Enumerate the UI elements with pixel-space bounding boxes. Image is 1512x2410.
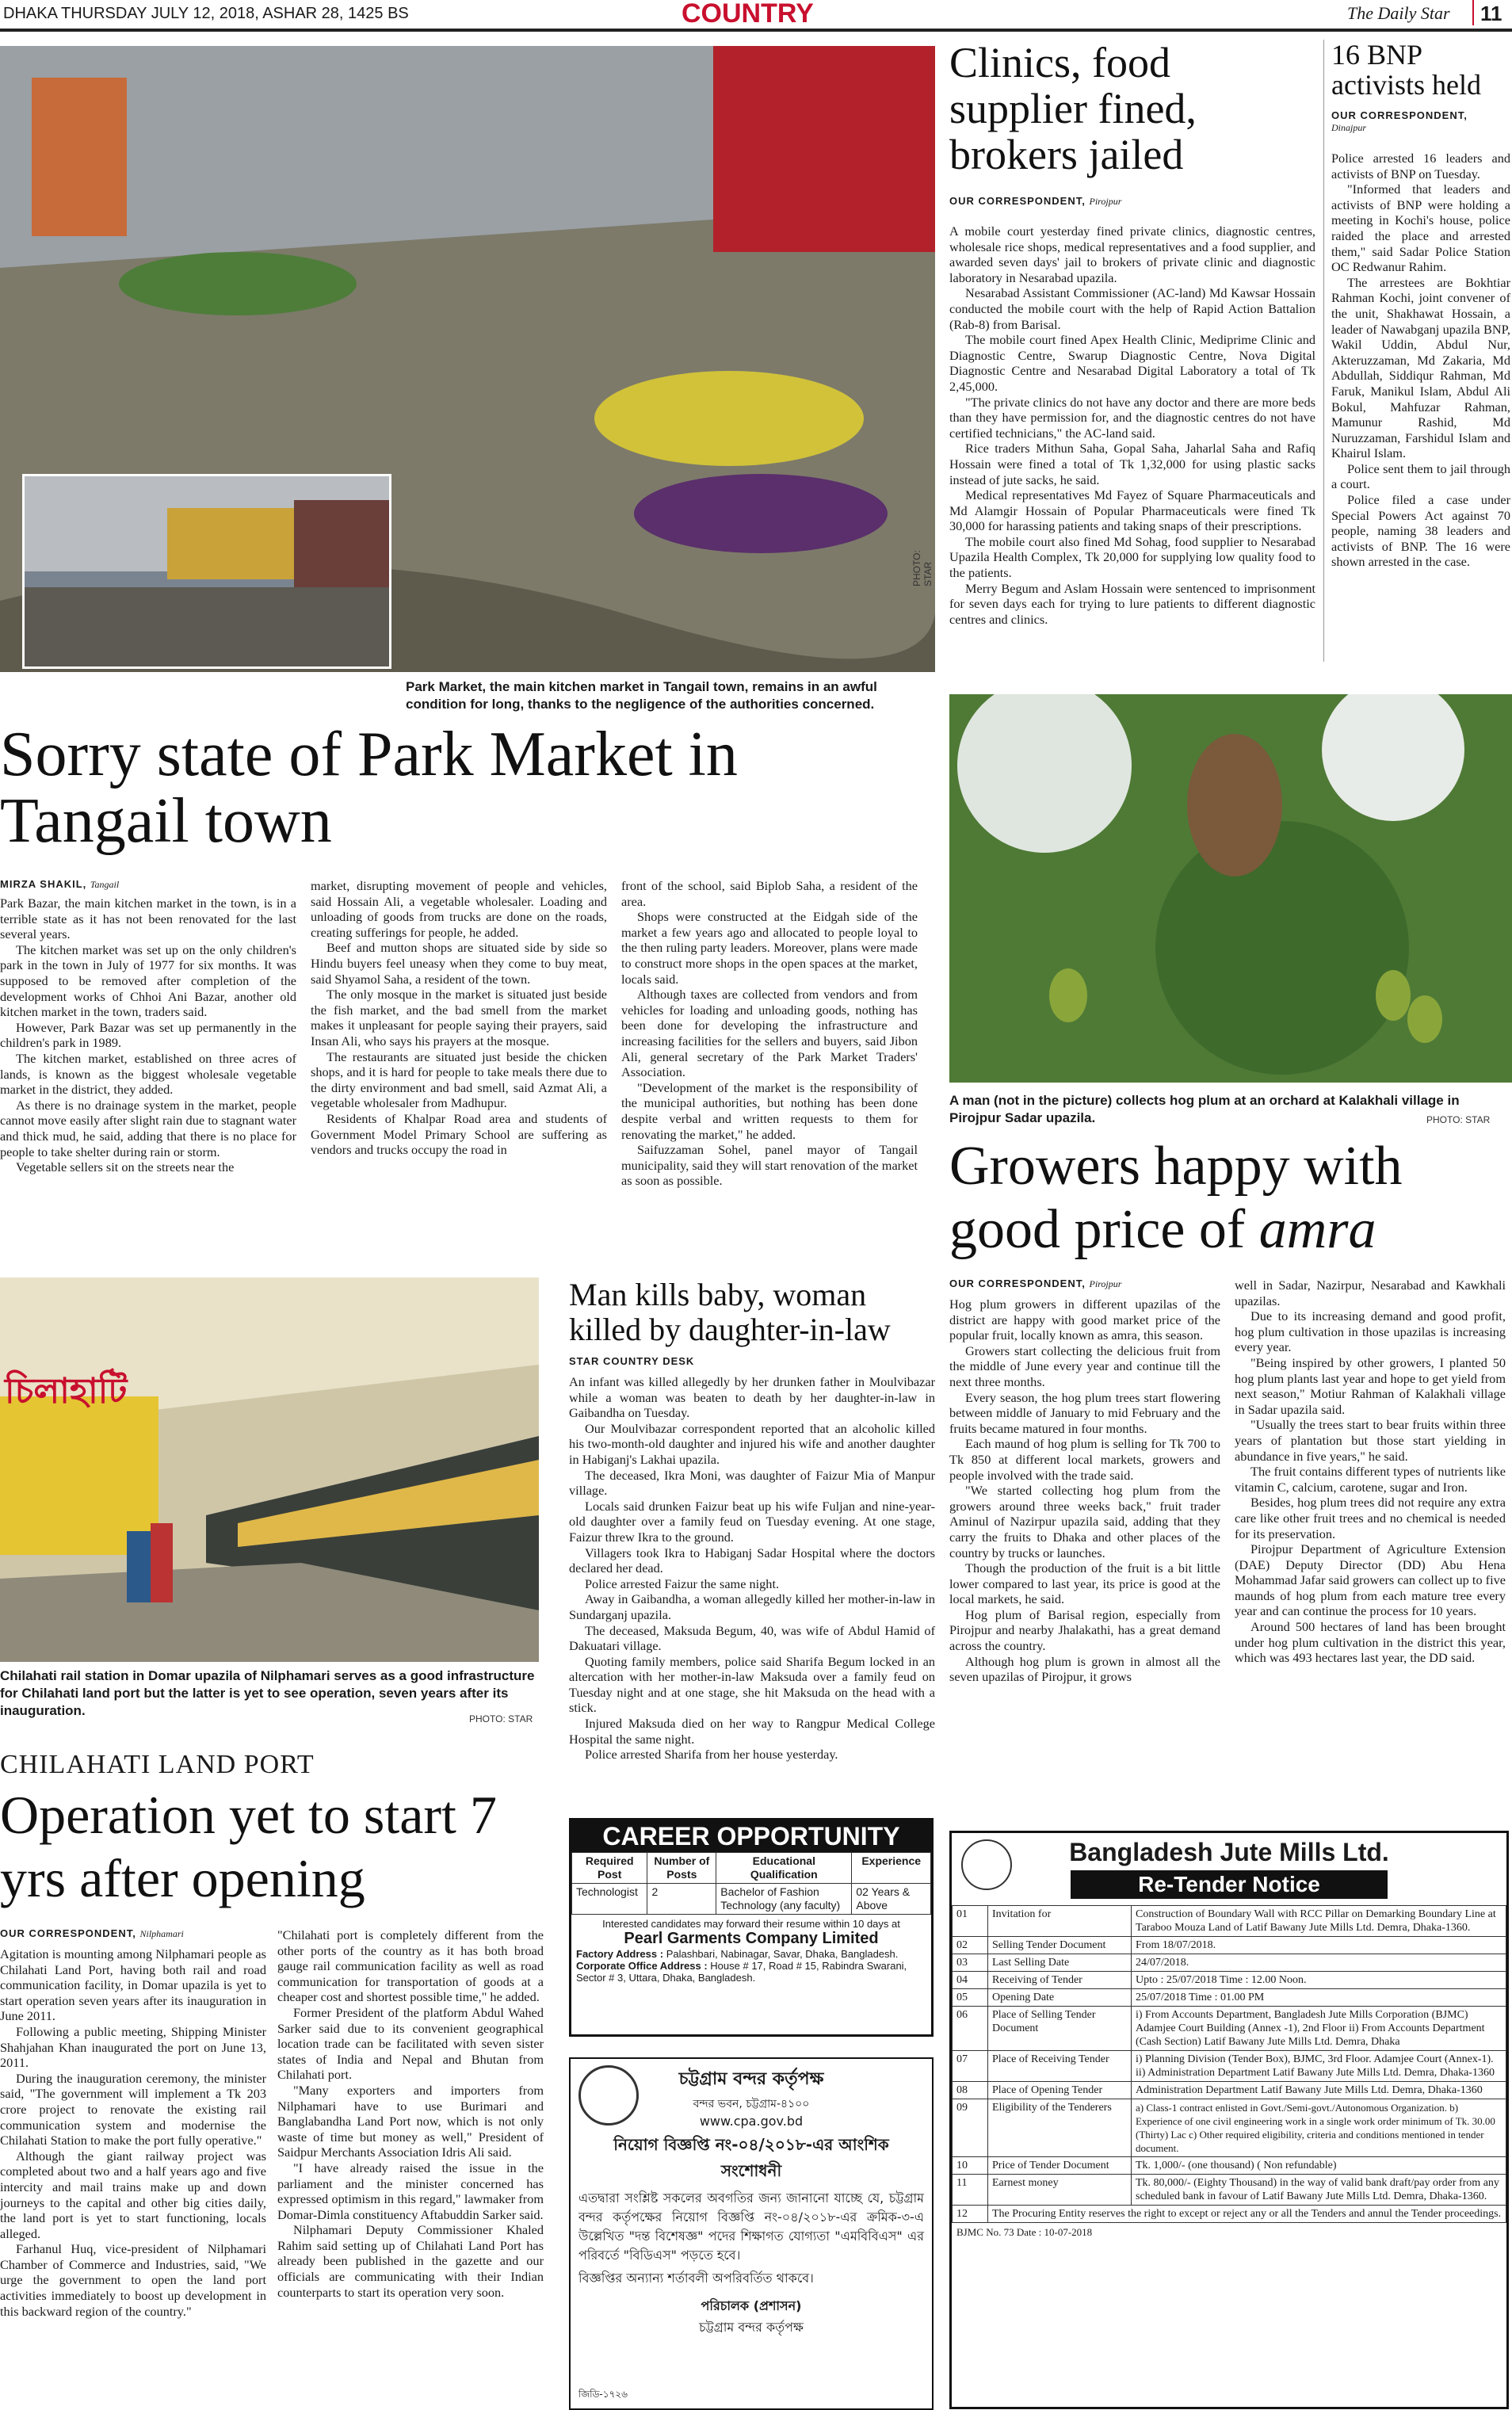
row-no: 10	[953, 2157, 988, 2175]
cell: 02 Years & Above	[852, 1884, 931, 1915]
amra-col-2	[1235, 1278, 1506, 1666]
park-headline: Sorry state of Park Market in Tangail town	[0, 720, 738, 856]
paragraph: An infant was killed allegedly by her drunken father in Moulvibazar while a woman was beaten to death by her daughter-in-law in Gaibandha on Tuesday.	[569, 1374, 935, 1421]
photo-caption: A man (not in the picture) collects hog plum at an orchard at Kalakhali village in Pirojpur Sadar upazila.	[949, 1093, 1460, 1125]
col-header: Number of Posts	[647, 1853, 716, 1884]
paragraph: front of the school, said Biplob Saha, a resident of the area.	[621, 878, 918, 909]
bnp-byline-box	[1331, 109, 1512, 134]
cell: Technologist	[572, 1884, 647, 1915]
bnp-headline: 16 BNP activists held	[1331, 39, 1481, 101]
paragraph: Besides, hog plum trees did not require any extra care like other fruit trees and no chemical is needed for its preservation.	[1235, 1495, 1506, 1541]
photo-caption: Park Market, the main kitchen market in Tangail town, remains in an awful condition for long, thanks to the negligence of the authorities concerned.	[406, 679, 877, 712]
hogplum-photo-art	[949, 694, 1512, 1083]
jute-subtitle: Re-Tender Notice	[1071, 1870, 1388, 1899]
cpa-address: বন্দর ভবন, চট্টগ্রাম-৪১০০	[693, 2098, 810, 2110]
paragraph: Locals said drunken Faizur beat up his wife Fuljan and nine-year-old daughter over a family feud on Tuesday evening. At one stage, Faizur threw Ikra to the ground.	[569, 1498, 935, 1545]
paragraph: Agitation is mounting among Nilphamari people as Chilahati Land Port, having both rail and road communication facility, in Domar upazila is yet to start operation seven years after its inauguration in June 2011.	[0, 1946, 266, 2024]
row-value: i) Planning Division (Tender Box), BJMC, 3rd Floor. Adamjee Court (Annex-1). ii) Administration Department Latif Bawany Jute Mills Ltd. Demra, Dhaka-1360	[1132, 2051, 1506, 2082]
row-value: Tk. 80,000/- (Eighty Thousand) in the way of valid bank draft/pay order from any scheduled bank in favour of Latif Bawany Jute Mills Ltd. Demra, Dhaka-1360.	[1132, 2175, 1506, 2206]
paragraph: The mobile court fined Apex Health Clinic, Mediprime Clinic and Diagnostic Centre, Swarup Diagnostic Centre, Nova Digital Diagnostic Centre and Nesarabad Digital Laboratory a total of Tk 2,45,000.	[949, 332, 1315, 394]
table-row	[953, 1954, 1506, 1972]
byline-place: Dinajpur	[1331, 122, 1367, 133]
cpa-emblem-icon	[578, 2065, 639, 2125]
row-no: 04	[953, 1972, 988, 1989]
paragraph: Park Bazar, the main kitchen market in the town, is in a terrible state as it has not been renovated for the last several years.	[0, 896, 296, 942]
row-value: Tk. 1,000/- (one thousand) ( Non refundable)	[1132, 2157, 1506, 2175]
row-value: 25/07/2018 Time : 01.00 PM	[1132, 1989, 1506, 2007]
paragraph: Due to its increasing demand and good profit, hog plum cultivation in those upazilas is increasing every year.	[1235, 1308, 1506, 1355]
row-no: 12	[953, 2206, 988, 2223]
paragraph: However, Park Bazar was set up permanently in the children's park in 1989.	[0, 1019, 296, 1051]
row-label: Invitation for	[988, 1906, 1132, 1937]
paragraph: The fruit contains different types of nutrients like vitamin C, calcium, carotene, sugar and Iron.	[1235, 1464, 1506, 1495]
row-no: 07	[953, 2051, 988, 2082]
paragraph: Hog plum of Barisal region, especially from Pirojpur and nearby Jhalakathi, has a great demand across the country.	[949, 1606, 1220, 1654]
row-label: Receiving of Tender	[988, 1972, 1132, 1989]
row-label: Place of Opening Tender	[988, 2082, 1132, 2099]
park-byline-box	[0, 878, 301, 896]
cpa-ad	[569, 2057, 934, 2410]
jute-title: Bangladesh Jute Mills Ltd.	[1069, 1838, 1389, 1866]
byline-place: Pirojpur	[1089, 196, 1122, 207]
cell: 2	[647, 1884, 716, 1915]
paragraph: Although taxes are collected from vendors and from vehicles for loading and unloading goods, nothing has been done for developing the infrastructure and increasing facilities for the sellers and buyers, said Jibon Ali, general secretary of the Park Market Traders' Association.	[621, 987, 918, 1080]
row-value: Construction of Boundary Wall with RCC Pillar on Demarking Boundary Line at Taraboo Mouza Land of Latif Bawany Jute Mills Ltd. Demra, Dhaka-1360.	[1132, 1906, 1506, 1937]
headline-text: Growers happy with good price of	[949, 1136, 1403, 1260]
park-col-2	[311, 878, 607, 1158]
row-label: The Procuring Entity reserves the right to except or reject any or all the Tenders and annul the Tender proceedings.	[988, 2206, 1506, 2223]
rail-col-1	[0, 1946, 266, 2319]
paragraph: market, disrupting movement of people and vehicles, said Hossain Ali, a vegetable wholesaler. Loading and unloading of goods from trucks are done on the roads, creating sufferings for people, he added.	[311, 878, 607, 940]
paragraph: The kitchen market, established on three acres of lands, is known as the biggest wholesale vegetable market in the district, they added.	[0, 1050, 296, 1098]
paragraph: Growers start collecting the delicious fruit from the middle of June every year and continue till the next three months.	[949, 1342, 1220, 1389]
paragraph: Nesarabad Assistant Commissioner (AC-land) Md Kawsar Hossain conducted the mobile court with the help of Rapid Action Battalion (Rab-8) from Barisal.	[949, 285, 1315, 332]
table-row	[953, 2007, 1506, 2051]
paragraph: Although hog plum is grown in almost all the seven upazilas of Pirojpur, it grows	[949, 1653, 1220, 1685]
byline: OUR CORRESPONDENT,	[949, 195, 1086, 207]
paragraph: "We started collecting hog plum from the growers around three weeks back," fruit trader Aminul of Nazirpur upazila said, adding that they carry the fruits to Dhaka and other places of the country by trucks or launches.	[949, 1483, 1220, 1560]
divider	[1472, 0, 1474, 25]
byline-place: Nilphamari	[139, 1928, 184, 1939]
bjmc-emblem-icon	[961, 1839, 1012, 1890]
rail-photo-art	[0, 1278, 539, 1662]
photo-credit: PHOTO: STAR	[469, 1713, 533, 1724]
hogplum-photo	[949, 694, 1512, 1083]
paragraph: "I have already raised the issue in the parliament and the minister concerned has expressed optimism in this regard," lawmaker from Domar-Dimla constituency Aftabuddin Sarker said.	[277, 2160, 544, 2222]
paragraph: Police arrested 16 leaders and activists of BNP on Tuesday.	[1331, 151, 1510, 181]
row-value: i) From Accounts Department, Bangladesh Jute Mills Corporation (BJMC) Adamjee Court Building (Annex -1), 2nd Floor ii) From Accounts Department (Cash Section) Latif Bawany Jute Mills Ltd. Demra, Dhaka	[1132, 2007, 1506, 2051]
rail-headline: Operation yet to start 7 yrs after opening	[0, 1785, 497, 1908]
market-photo	[0, 46, 935, 672]
paragraph: Former President of the platform Abdul Wahed Sarker said due to its convenient geographical location trade can be facilitated with seven sister states of India and Nepal and Bhutan from Chilahati port.	[277, 2004, 544, 2083]
paragraph: Beef and mutton shops are situated side by side so Hindu buyers feel uneasy when they come to buy meat, said Shyamol Saha, a resident of the town.	[311, 940, 607, 987]
bnp-body	[1331, 151, 1510, 570]
paragraph: Away in Gaibandha, a woman allegedly killed her mother-in-law in Sundarganj upazila.	[569, 1591, 935, 1622]
column-rule	[1323, 40, 1324, 662]
row-no: 09	[953, 2099, 988, 2157]
table-row	[953, 1906, 1506, 1937]
paragraph: "Usually the trees start to bear fruits within three years of plantation but those start yielding in abundance in five years," he said.	[1235, 1417, 1506, 1464]
rail-byline-box	[0, 1927, 269, 1945]
page-number: 11	[1480, 2, 1502, 25]
paragraph: "Many exporters and importers from Nilphamari have to use Burimari and Banglabandha Land Port now, which is not only waste of time but money as well," President of Saidpur Merchants Association Idris Ali said.	[277, 2082, 544, 2160]
row-label: Eligibility of the Tenderers	[988, 2099, 1132, 2157]
paragraph: Though the production of the fruit is a bit little lower compared to last year, its price is good at the local markets, he said.	[949, 1560, 1220, 1607]
table-row	[953, 2051, 1506, 2082]
row-label: Last Selling Date	[988, 1954, 1132, 1972]
paragraph: Pirojpur Department of Agriculture Extension (DAE) Deputy Director (DD) Abu Hena Mohammad Jafar said growers can collect up to five maunds of hog plum from each mature tree every year and can continue the process for 10 years.	[1235, 1541, 1506, 1619]
paragraph: Merry Begum and Aslam Hossain were sentenced to imprisonment for seven days each for trying to lure patients to different diagnostic centres and clinics.	[949, 580, 1315, 627]
row-label: Earnest money	[988, 2175, 1132, 2206]
cpa-body: এতদ্বারা সংশ্লিষ্ট সকলের অবগতির জন্য জানানো যাচ্ছে যে, চট্টগ্রাম বন্দর কর্তৃপক্ষের নিয়োগ বিজ্ঞপ্তি নং-০৪/২০১৮-এর ক্রমিক-৩-এ উল্লেখিত "দন্ত বিশেষজ্ঞ" পদের শিক্ষাগত যোগ্যতা "এমবিবিএস" এর পরিবর্তে "বিডিএস" পড়তে হবে।	[578, 2190, 924, 2263]
paragraph: The arrestees are Bokhtiar Rahman Kochi, joint convener of the unit, Shakhawat Hossain, a leader of Nawabganj upazila BNP, Wakil Uddin, Abdul Nur, Akteruzzaman, Md Zakaria, Md Abdullah, Siddiqur Rahman, Md Faruk, Manikul Islam, Abdul Ali Bokul, Mahfuzar Rahman, Mamunur Rashid, Md Nuruzzaman, Farshidul Islam and Khairul Islam.	[1331, 274, 1510, 461]
table-row	[953, 2099, 1506, 2157]
cpa-body-2: বিজ্ঞপ্তির অন্যান্য শর্তাবলী অপরিবর্তিত থাকবে।	[578, 2271, 814, 2286]
byline: OUR CORRESPONDENT,	[1331, 109, 1468, 121]
cpa-website: www.cpa.gov.bd	[699, 2114, 804, 2129]
paragraph: The only mosque in the market is situated just beside the fish market, and the bad smell from the market makes it unpleasant for people saying their prayers, said Insan Ali, who says his prayers at the mosque.	[311, 987, 607, 1048]
col-header: Required Post	[572, 1853, 647, 1884]
paragraph: "Development of the market is the responsibility of the municipal authorities, but nothing has been done despite verbal and written requests to them for renovating the market," he added.	[621, 1079, 918, 1142]
paragraph: Residents of Khalpar Road area and students of Government Model Primary School are suffering as vendors and trucks occupy the road in	[311, 1110, 607, 1158]
park-col-3	[621, 878, 918, 1189]
paragraph: Quoting family members, police said Sharifa Begum locked in an altercation with her mother-in-law Maksuda over a family feud on Tuesday night and at one stage, she hit Maksuda on the head with a stick.	[569, 1653, 935, 1716]
row-no: 06	[953, 2007, 988, 2051]
paragraph: "Chilahati port is completely different from the other ports of the country as it has both broad gauge rail communication facility as well as road communication for transportation of goods at a cheaper cost and shortest possible time," he added.	[277, 1927, 544, 2005]
paragraph: Farhanul Huq, vice-president of Nilphamari Chamber of Commerce and Industries, said, "We urge the government to open the land port activities immediately to boost up development in this backward region of the country."	[0, 2241, 266, 2319]
clinics-byline-box	[949, 195, 1314, 212]
amra-col-1	[949, 1297, 1220, 1685]
row-no: 11	[953, 2175, 988, 2206]
col-header: Experience	[852, 1853, 931, 1884]
section-name: COUNTRY	[682, 0, 814, 29]
photo-caption: Chilahati rail station in Domar upazila of Nilphamari serves as a good infrastructure for Chilahati land port but the latter is yet to see operation, seven years after its inauguration.	[0, 1668, 535, 1718]
row-label: Place of Selling Tender Document	[988, 2007, 1132, 2051]
jute-footer: BJMC No. 73 Date : 10-07-2018	[956, 2226, 1093, 2238]
inset-photo-art	[25, 476, 389, 666]
cpa-ref: জিডি-১৭২৬	[578, 2389, 628, 2400]
paragraph: Medical representatives Md Fayez of Square Pharmaceuticals and Md Alamgir Hossain of Popular Pharmaceuticals were fined Tk 30,000 for harassing patients and taking snaps of their prescriptions.	[949, 487, 1315, 534]
table-row	[953, 2157, 1506, 2175]
value: House # 17, Road # 15, Rabindra Swarani, Sector # 3, Uttara, Dhaka, Bangladesh.	[576, 1960, 907, 1984]
row-value: Upto : 25/07/2018 Time : 12.00 Noon.	[1132, 1972, 1506, 1989]
career-table	[571, 1852, 931, 1915]
rail-photo	[0, 1278, 539, 1662]
amra-headline	[949, 1135, 1512, 1262]
cpa-sub: সংশোধনী	[720, 2161, 782, 2180]
row-no: 08	[953, 2082, 988, 2099]
paragraph: Police arrested Sharifa from her house yesterday.	[585, 1747, 838, 1763]
jute-table	[952, 1905, 1506, 2223]
paragraph: Police filed a case under Special Powers Act against 70 people, naming 38 leaders and activists of BNP. The 16 were shown arrested in the case.	[1331, 492, 1510, 570]
table-row	[953, 2206, 1506, 2223]
row-value: Administration Department Latif Bawany Jute Mills Ltd. Demra, Dhaka-1360	[1132, 2082, 1506, 2099]
byline: STAR COUNTRY DESK	[569, 1355, 695, 1367]
cpa-notice: নিয়োগ বিজ্ঞপ্তি নং-০৪/২০১৮-এর আংশিক	[613, 2135, 889, 2154]
headline-italic: amra	[1258, 1199, 1376, 1260]
row-no: 05	[953, 1989, 988, 2007]
dateline: DHAKA THURSDAY JULY 12, 2018, ASHAR 28, 1425 BS	[3, 5, 409, 22]
station-sign: চিলাহাটি	[5, 1371, 128, 1411]
cpa-title: চট্টগ্রাম বন্দর কর্তৃপক্ষ	[678, 2069, 824, 2089]
value: Palashbari, Nabinagar, Savar, Dhaka, Bangladesh.	[666, 1948, 899, 1960]
paragraph: As there is no drainage system in the market, people cannot move easily after slight rain due to stagnant water and thick mud, he said, adding that there is no place for people to take shelter during rain or storm.	[0, 1097, 296, 1159]
company-name: Pearl Garments Company Limited	[624, 1930, 879, 1947]
baby-body	[569, 1374, 935, 1763]
rail-col-2	[277, 1927, 544, 2300]
career-ad	[569, 1818, 934, 2037]
paragraph: A mobile court yesterday fined private clinics, diagnostic centres, wholesale rice shops, medical representatives and a food supplier, and awarded seven days' jail to brokers of private clinic and diagnostic laboratory in Nesarabad upazila.	[949, 223, 1315, 285]
row-no: 02	[953, 1937, 988, 1954]
paragraph: "Being inspired by other growers, I planted 50 hog plum plants last year and hope to get yield from next season," Motiur Rahman of Kalakhali village in Sadar upazila said.	[1235, 1354, 1506, 1417]
row-label: Opening Date	[988, 1989, 1132, 2007]
paragraph: Police arrested Faizur the same night.	[585, 1575, 780, 1591]
row-label: Place of Receiving Tender	[988, 2051, 1132, 2082]
kicker: CHILAHATI LAND PORT	[0, 1750, 315, 1779]
paragraph: Nilphamari Deputy Commissioner Khaled Rahim said setting up of Chilahati Land Port has already been published in the gazette and our officials are communicating with their Indian counterparts to start its operation very soon.	[277, 2222, 544, 2300]
label: Corporate Office Address :	[576, 1960, 708, 1972]
table-row	[953, 1972, 1506, 1989]
label: Factory Address :	[576, 1948, 664, 1960]
inset-photo	[22, 474, 391, 669]
paragraph: Rice traders Mithun Saha, Gopal Saha, Jaharlal Saha and Rafiq Hossain were fined a total of Tk 1,32,000 for using plastic sacks instead of jute sacks, he said.	[949, 441, 1315, 487]
paragraph: Saifuzzaman Sohel, panel mayor of Tangail municipality, said they will start renovation of the market as soon as possible.	[621, 1142, 918, 1189]
cell: Bachelor of Fashion Technology (any faculty)	[716, 1884, 852, 1915]
byline: OUR CORRESPONDENT,	[949, 1278, 1086, 1289]
paragraph: Police sent them to jail through a court.	[1331, 460, 1510, 492]
jute-ad	[949, 1831, 1509, 2409]
paragraph: The deceased, Maksuda Begum, 40, was wife of Abdul Hamid of Dakuatari village.	[569, 1622, 935, 1654]
park-col-1	[0, 896, 296, 1175]
row-value: From 18/07/2018.	[1132, 1937, 1506, 1954]
paragraph: During the inauguration ceremony, the minister said, "The government will implement a Tk 203 crore project to renovate the existing rail communication system and modernise the Chilahati Station to make the port fully operative."	[0, 2070, 266, 2148]
paragraph: Villagers took Ikra to Habiganj Sadar Hospital where the doctors declared her dead.	[569, 1545, 935, 1576]
row-value: 24/07/2018.	[1132, 1954, 1506, 1972]
paragraph: The restaurants are situated just beside the chicken shops, and it is hard for people to take meals there due to the dirty environment and bad smell, said Azmat Ali, a vegetable wholesaler from Madhupur.	[311, 1048, 607, 1111]
paragraph: "Informed that leaders and activists of BNP were holding a meeting in Kochi's house, police raided the place and arrested them," said Sadar Police Station OC Redwanur Rahim.	[1331, 181, 1510, 275]
factory-address	[571, 1948, 931, 1960]
byline-place: Pirojpur	[1089, 1278, 1122, 1289]
paper-logo: The Daily Star	[1347, 3, 1450, 23]
paragraph: well in Sadar, Nazirpur, Nesarabad and Kawkhali upazilas.	[1235, 1278, 1506, 1308]
byline: MIRZA SHAKIL,	[0, 878, 87, 890]
paragraph: Shops were constructed at the Eidgah side of the market a few years ago and allocated to people loyal to the then ruling party leaders. Moreover, plans were made to construct more shops in the open spaces at the market, locals said.	[621, 909, 918, 987]
row-value: a) Class-1 contract enlisted in Govt./Semi-govt./Autonomous Organization. b) Experience of one civil engineering work in a single work order minimum of Tk. 30.00 (Thirty) Lac c) Other required eligibility, criteria and conditions mentioned in tender document.	[1132, 2099, 1506, 2157]
row-no: 01	[953, 1906, 988, 1937]
cpa-org: চট্টগ্রাম বন্দর কর্তৃপক্ষ	[699, 2320, 804, 2335]
table-row	[953, 2082, 1506, 2099]
cpa-signer: পরিচালক (প্রশাসন)	[701, 2298, 802, 2313]
career-note: Interested candidates may forward their resume within 10 days at	[602, 1918, 900, 1930]
office-address	[571, 1960, 931, 1984]
masthead	[0, 0, 1512, 32]
paragraph: Following a public meeting, Shipping Minister Shahjahan Khan inaugurated the port on June 13, 2011.	[0, 2023, 266, 2071]
paragraph: Each maund of hog plum is selling for Tk 700 to Tk 850 at different local markets, growers and people involved with the trade said.	[949, 1436, 1220, 1483]
paragraph: Our Moulvibazar correspondent reported that an alcoholic killed his two-month-old daughter and injured his wife and another daughter in Habiganj's Lakhai upazila.	[569, 1420, 935, 1467]
paragraph: Vegetable sellers sit on the streets near the	[16, 1159, 235, 1175]
amra-byline-box	[949, 1278, 1219, 1295]
clinics-body	[949, 223, 1315, 627]
row-label: Selling Tender Document	[988, 1937, 1132, 1954]
paragraph: Injured Maksuda died on her way to Rangpur Medical College Hospital the same night.	[569, 1716, 935, 1747]
baby-byline-box	[569, 1355, 934, 1372]
paragraph: The mobile court also fined Md Sohag, food supplier to Nesarabad Upazila Health Complex, Tk 20,000 for supplying low quality food to the patients.	[949, 533, 1315, 581]
paragraph: Every season, the hog plum trees start flowering between middle of January to mid February and the fruits became matured in four months.	[949, 1389, 1220, 1436]
paragraph: Around 500 hectares of land has been brought under hog plum cultivation in the district this year, which was 493 hectares last year, the DD said.	[1235, 1619, 1506, 1666]
paragraph: The deceased, Ikra Moni, was daughter of Faizur Mia of Manpur village.	[569, 1467, 935, 1499]
baby-headline: Man kills baby, woman killed by daughter-in-law	[569, 1277, 891, 1347]
photo-credit: PHOTO: STAR	[911, 550, 934, 586]
photo-credit: PHOTO: STAR	[1426, 1114, 1491, 1125]
clinics-headline: Clinics, food supplier fined, brokers jailed	[949, 39, 1197, 178]
col-header: Educational Qualification	[716, 1853, 852, 1884]
byline: OUR CORRESPONDENT,	[0, 1927, 136, 1939]
table-row	[953, 2175, 1506, 2206]
paragraph: "The private clinics do not have any doctor and there are more beds than they have permission for, and the diagnostic centres do not have certified technicians," the AC-land said.	[949, 394, 1315, 441]
byline-place: Tangail	[90, 879, 120, 890]
paragraph: Hog plum growers in different upazilas of the district are happy with good market price of the popular fruit, locally known as amra, this season.	[949, 1297, 1220, 1343]
table-row	[953, 1989, 1506, 2007]
career-title: CAREER OPPORTUNITY	[571, 1820, 931, 1852]
paragraph: Although the giant railway project was completed about two and a half years ago and five intercity and mail trains make up and down journeys to the capital and other big cities daily, the land port is yet to start functioning, locals alleged.	[0, 2148, 266, 2241]
row-label: Price of Tender Document	[988, 2157, 1132, 2175]
table-row	[953, 1937, 1506, 1954]
row-no: 03	[953, 1954, 988, 1972]
paragraph: The kitchen market was set up on the only children's park in the town in July of 1977 for six months. It was supposed to be removed after completion of the development works of Chhoi Ani Bazar, another old kitchen market in the town, traders said.	[0, 941, 296, 1020]
